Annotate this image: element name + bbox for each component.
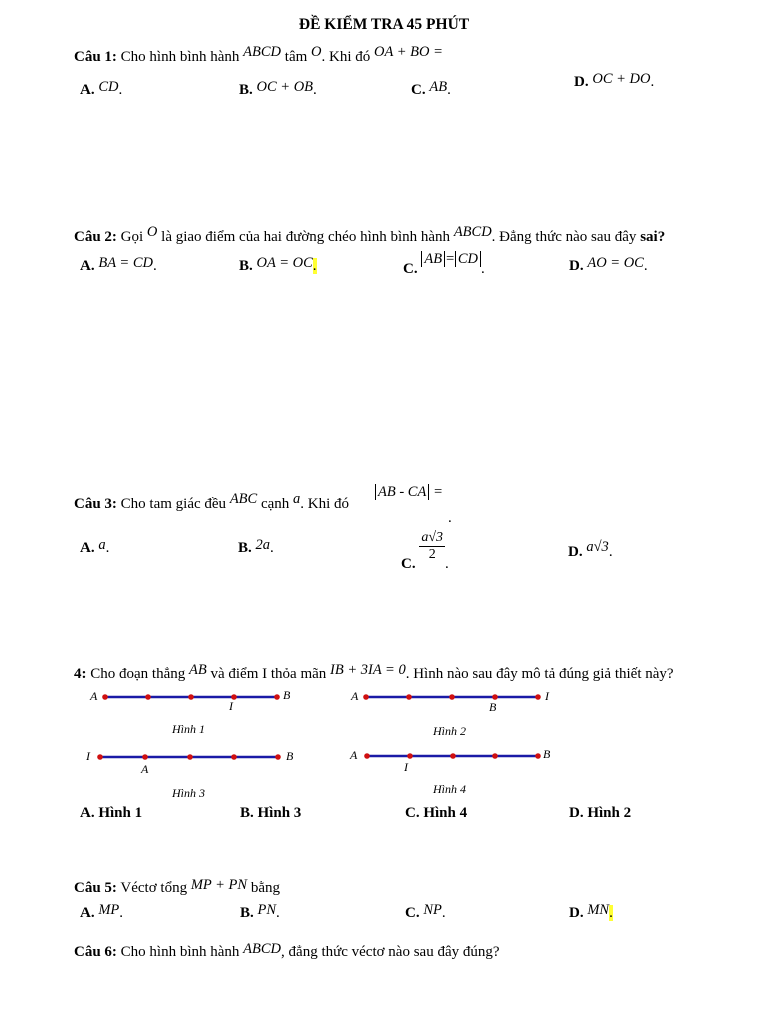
figure-2 — [363, 694, 541, 700]
q2-option-c[interactable]: C. AB = CD. — [403, 251, 485, 277]
q1-option-d[interactable]: D. OC + DO. — [574, 71, 655, 90]
q4-option-b[interactable]: B. Hình 3 — [240, 805, 302, 821]
figure-1-right-label: B — [283, 688, 291, 702]
math-point: O — [146, 224, 158, 240]
segment-point — [407, 753, 413, 759]
question-text: . Khi đó — [300, 496, 350, 512]
question-text: . Khi đó — [321, 49, 371, 65]
segment-point — [145, 694, 151, 700]
q1-option-c[interactable]: C. AB. — [411, 79, 451, 98]
question-label: Câu 5: — [74, 880, 117, 896]
question-text: Cho hình bình hành — [120, 944, 240, 960]
q5-option-b[interactable]: B. PN. — [240, 902, 280, 921]
figure-3-left-label: I — [86, 749, 90, 763]
figure-1-caption: Hình 1 — [172, 722, 205, 736]
q3-option-b[interactable]: B. 2a. — [238, 537, 274, 556]
segment-point — [97, 754, 103, 760]
figure-2-below-label: B — [489, 700, 497, 714]
math-expression: OA + BO = — [374, 44, 443, 60]
figure-1 — [102, 694, 280, 700]
q3-dot: . — [448, 510, 452, 526]
question-5 — [74, 877, 280, 897]
q1-option-a[interactable]: A. CD. — [80, 79, 123, 98]
figure-3 — [97, 754, 281, 760]
question-label: Câu 2: — [74, 229, 117, 245]
q5-option-c[interactable]: C. NP. — [405, 902, 446, 921]
math-expression: IB + 3IA = 0 — [330, 662, 406, 678]
question-label: Câu 1: — [74, 49, 117, 65]
segment-point — [406, 694, 412, 700]
segment-point — [188, 694, 194, 700]
figure-4-right-label: B — [543, 747, 551, 761]
question-label: Câu 6: — [74, 944, 117, 960]
question-text: tâm — [284, 49, 308, 65]
question-text: là giao điểm của hai đường chéo hình bình hành — [161, 229, 451, 245]
segment-point — [492, 694, 498, 700]
math-shape: ABCD — [243, 44, 282, 60]
question-label: 4: — [74, 666, 87, 682]
segment-point — [450, 753, 456, 759]
question-text: bằng — [250, 880, 280, 896]
segment-point — [492, 753, 498, 759]
segment-point — [275, 754, 281, 760]
math-shape: ABC — [229, 491, 258, 507]
q3-option-a[interactable]: A. a. — [80, 537, 110, 556]
math-expression: MP + PN — [190, 877, 248, 893]
segment-point — [231, 754, 237, 760]
segment-point — [274, 694, 280, 700]
q2-option-d[interactable]: D. AO = OC. — [569, 255, 648, 274]
figure-2-left-label: A — [351, 689, 359, 703]
q4-option-d[interactable]: D. Hình 2 — [569, 805, 632, 821]
figure-2-right-label: I — [545, 689, 549, 703]
emphasis-text: sai? — [640, 229, 666, 245]
fraction: $\frac{a√3}{2}$ — [421, 530, 444, 563]
q3-option-c[interactable]: C. $\frac{a√3}{2}$ . — [401, 530, 449, 573]
math-point: O — [311, 44, 322, 60]
question-label: Câu 3: — [74, 496, 117, 512]
q5-option-a[interactable]: A. MP. — [80, 902, 124, 921]
question-text: cạnh — [260, 496, 290, 512]
figure-2-caption: Hình 2 — [433, 724, 466, 738]
question-text: , đẳng thức véctơ nào sau đây đúng? — [281, 944, 500, 960]
math-shape: ABCD — [453, 224, 492, 240]
q5-option-d[interactable]: D. MN. — [569, 902, 613, 921]
highlight-mark: . — [609, 905, 613, 921]
page-title: ĐỀ KIỂM TRA 45 PHÚT — [298, 16, 470, 33]
math-shape: ABCD — [243, 941, 282, 957]
q2-option-a[interactable]: A. BA = CD. — [80, 255, 157, 274]
question-text: Cho tam giác đều — [120, 496, 227, 512]
question-text: Véctơ tổng — [120, 880, 188, 896]
segment-point — [535, 753, 541, 759]
figure-1-left-label: A — [90, 689, 98, 703]
q2-option-b[interactable]: B. OA = OC. — [239, 255, 317, 274]
figure-4-caption: Hình 4 — [433, 782, 466, 796]
segment-point — [535, 694, 541, 700]
segment-point — [102, 694, 108, 700]
question-text: . Hình nào sau đây mô tả đúng giả thiết này? — [405, 666, 674, 682]
figure-4-left-label: A — [350, 748, 358, 762]
figure-3-below-label: A — [141, 762, 149, 776]
segment-point — [449, 694, 455, 700]
question-text: . Đẳng thức nào sau đây — [491, 229, 637, 245]
question-text: Gọi — [120, 229, 144, 245]
q4-option-c[interactable]: C. Hình 4 — [405, 805, 468, 821]
question-6 — [74, 941, 500, 961]
question-text: Cho hình bình hành — [120, 49, 240, 65]
question-text: Cho đoạn thẳng — [90, 666, 186, 682]
segment-point — [364, 753, 370, 759]
question-text: và điểm I thỏa mãn — [210, 666, 327, 682]
figure-4-below-label: I — [404, 760, 408, 774]
q1-option-b[interactable]: B. OC + OB. — [239, 79, 317, 98]
figure-1-below-label: I — [229, 699, 233, 713]
figure-4 — [364, 753, 541, 759]
figure-3-right-label: B — [286, 749, 294, 763]
segment-point — [142, 754, 148, 760]
math-symbol: a — [293, 491, 301, 507]
q3-expression: AB - CA = — [375, 484, 443, 501]
highlight-mark: . — [312, 258, 317, 274]
q3-option-d[interactable]: D. a√3. — [568, 539, 613, 560]
figure-3-caption: Hình 3 — [172, 786, 205, 800]
math-segment: AB — [189, 662, 207, 678]
segment-point — [363, 694, 369, 700]
segment-point — [187, 754, 193, 760]
q4-option-a[interactable]: A. Hình 1 — [80, 805, 143, 821]
